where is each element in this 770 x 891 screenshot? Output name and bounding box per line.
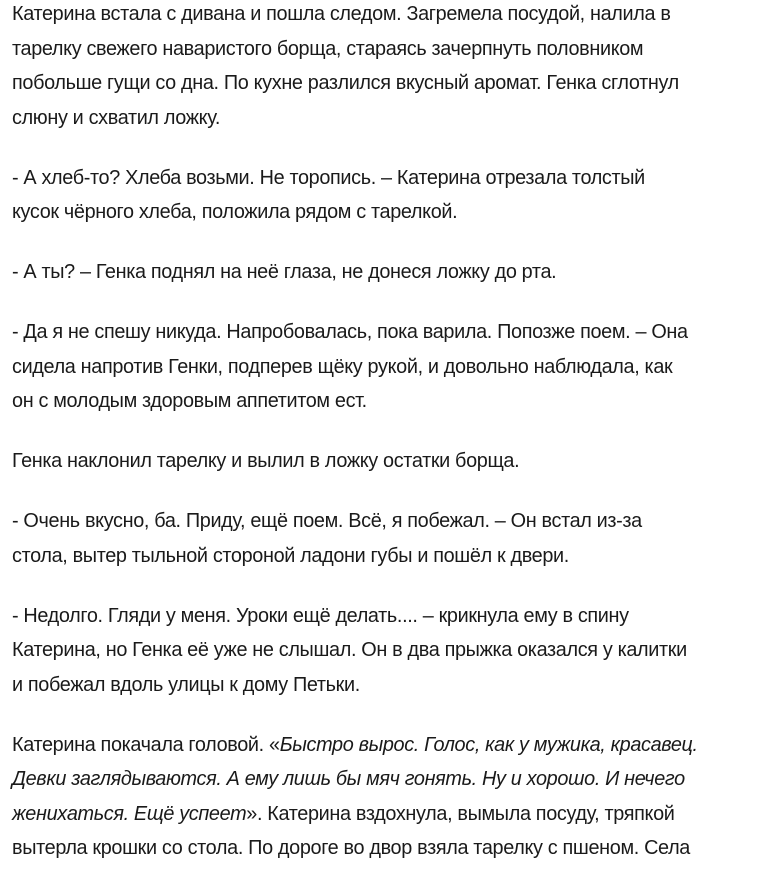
text-segment: - Да я не спешу никуда. Напробовалась, пока варила. Попозже поем. – Она (12, 321, 688, 343)
text-line (12, 762, 764, 797)
text-segment: Катерина покачала головой. « (12, 733, 280, 756)
text-line (12, 384, 764, 419)
paragraph (12, 504, 770, 573)
text-line (12, 255, 764, 290)
text-segment: Катерина встала с дивана и пошла следом. Загремела посудой, налила в (12, 3, 671, 25)
text-segment: тарелку свежего наваристого борща, стараясь зачерпнуть половником (12, 37, 644, 60)
text-segment: - Очень вкусно, ба. Приду, ещё поем. Всё, я побежал. – Он встал из-за (12, 510, 642, 532)
text-segment: ». Катерина вздохнула, вымыла посуду, тряпкой (246, 802, 675, 825)
paragraph (12, 315, 770, 419)
text-line (12, 797, 764, 832)
text-line (12, 315, 764, 350)
text-segment: Генка наклонил тарелку и вылил в ложку остатки борща. (12, 450, 520, 472)
text-line (12, 599, 764, 634)
italic-text: Девки заглядываются. А ему лишь бы мяч гонять. Ну и хорошо. И нечего (12, 768, 685, 790)
text-line (12, 161, 764, 196)
text-segment: слюну и схватил ложку. (12, 106, 220, 129)
text-line (12, 350, 764, 385)
paragraph (12, 728, 770, 866)
text-segment: стола, вытер тыльной стороной ладони губы и пошёл к двери. (12, 544, 569, 567)
paragraph (12, 599, 770, 703)
text-segment: - Недолго. Гляди у меня. Уроки ещё делать.... – крикнула ему в спину (12, 604, 629, 627)
text-segment: - А ты? – Генка поднял на неё глаза, не донеся ложку до рта. (12, 261, 557, 283)
paragraph (12, 161, 770, 230)
italic-text: Быстро вырос. Голос, как у мужика, красавец. (279, 733, 698, 756)
text-line (12, 539, 764, 574)
text-segment: Катерина, но Генка её уже не слышал. Он в два прыжка оказался у калитки (12, 639, 687, 661)
text-line (12, 504, 764, 539)
text-segment: и побежал вдоль улицы к дому Петьки. (12, 673, 360, 696)
text-segment: кусок чёрного хлеба, положила рядом с тарелкой. (12, 201, 458, 223)
text-line (12, 444, 764, 479)
text-segment: вытерла крошки со стола. По дороге во двор взяла тарелку с пшеном. Села (12, 837, 690, 859)
text-line (12, 195, 764, 230)
text-segment: - А хлеб-то? Хлеба возьми. Не торопись. – Катерина отрезала толстый (12, 166, 645, 189)
text-line (12, 32, 764, 67)
text-segment: побольше гущи со дна. По кухне разлился вкусный аромат. Генка сглотнул (12, 72, 679, 94)
text-line (12, 728, 764, 763)
text-line (12, 0, 764, 32)
paragraph (12, 0, 770, 135)
paragraph (12, 444, 770, 479)
text-segment: сидела напротив Генки, подперев щёку рукой, и довольно наблюдала, как (12, 355, 673, 378)
text-line (12, 831, 764, 866)
text-line (12, 633, 764, 668)
text-line (12, 101, 764, 136)
text-segment: он с молодым здоровым аппетитом ест. (12, 390, 367, 412)
text-line (12, 668, 764, 703)
text-line (12, 66, 764, 101)
paragraph (12, 255, 770, 290)
story-text (12, 0, 770, 891)
italic-text: жениxаться. Ещё успеет (12, 802, 247, 825)
